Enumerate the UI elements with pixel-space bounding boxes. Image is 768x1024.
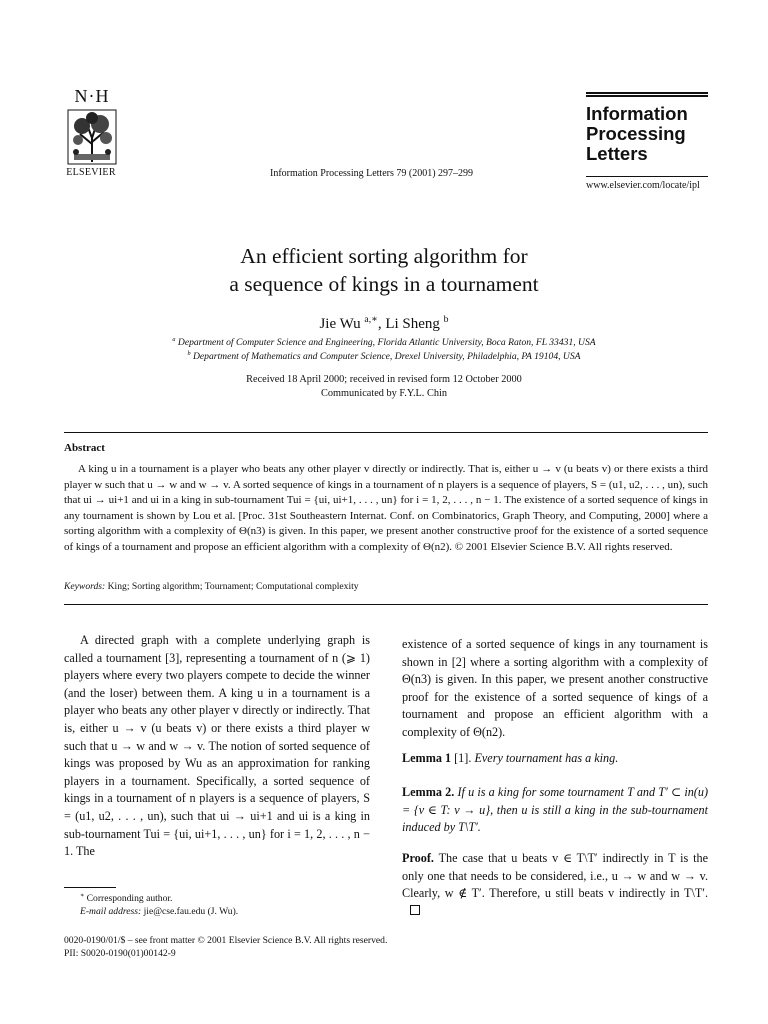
author-affiliation-mark: b xyxy=(443,314,449,325)
footnote-mark: ∗ xyxy=(80,892,85,899)
affiliation-b xyxy=(0,350,768,362)
paper-title xyxy=(0,242,768,298)
publisher-name: ELSEVIER xyxy=(66,167,116,178)
pii-line: PII: S0020-0190(01)00142-9 xyxy=(64,948,176,959)
journal-title xyxy=(586,104,688,164)
keywords-label: Keywords: xyxy=(64,581,106,592)
keywords-list: King; Sorting algorithm; Tournament; Computational complexity xyxy=(107,581,359,592)
proof xyxy=(402,850,708,920)
lemma-1 xyxy=(402,750,708,768)
affiliation-a xyxy=(0,336,768,348)
copyright-line: 0020-0190/01/$ – see front matter © 2001 Elsevier Science B.V. All rights reserved. xyxy=(64,935,388,946)
affiliation-text: Department of Mathematics and Computer Science, Drexel University, Philadelphia, PA 19104, USA xyxy=(193,351,581,363)
abstract-heading: Abstract xyxy=(64,442,105,454)
author-name: Li Sheng xyxy=(385,316,440,332)
lemma-2 xyxy=(402,784,708,837)
affiliation-mark: a xyxy=(172,336,176,343)
journal-title-bars xyxy=(586,92,708,98)
communicated-by: Communicated by F.Y.L. Chin xyxy=(321,388,447,399)
lemma-1-text: Every tournament has a king. xyxy=(474,751,619,765)
footnote-text: Corresponding author. xyxy=(86,893,173,905)
affiliation-mark: b xyxy=(187,350,191,357)
url-divider xyxy=(586,176,708,177)
abstract-top-rule xyxy=(64,432,708,433)
footnote-rule xyxy=(64,887,116,888)
title-line: An efficient sorting algorithm for xyxy=(240,244,528,268)
author-separator: , xyxy=(377,316,386,332)
journal-title-line: Processing xyxy=(586,123,686,144)
intro-paragraph-right: existence of a sorted sequence of kings in any tournament is shown in [2] where a sorting algorithm with a complexity of Θ(n3) is given. In this paper, we present another constructive proof for the existence of a sorted sequence of kings of a tournament and propose an efficient algorithm with a complexity of Θ(n2). xyxy=(402,637,708,739)
proof-label: Proof. xyxy=(402,851,434,865)
author-name: Jie Wu xyxy=(319,316,361,332)
abstract-text: A king u in a tournament is a player who beats any other player v directly or indirectly. That is, either u → v (u beats v) or there exists a third player w such that u → w and w → v. A sorted sequence of kings in a tournament of n players is a sequence of players, S = (u1, u2, . . . , un), such that ui → ui+1 and ui in a king in sub-tournament Tui = {ui, ui+1, . . . , un} for i = 1, 2, . . . , n − 1. The existence of a sorted sequence of kings in any tournament is shown by Lou et al. [Proc. 31st Southeastern Internat. Conf. on Combinatorics, Graph Theory, and Computing, 2000] where a sorting algorithm with a complexity of Θ(n3) is given. In this paper, we present another constructive proof for the existence of a sorted sequence of kings of a tournament and propose an efficient algorithm with a complexity of Θ(n2). © 2001 Elsevier Science B.V. All rights reserved. xyxy=(64,463,708,553)
abstract-bottom-rule xyxy=(64,604,708,605)
received-dates: Received 18 April 2000; received in revised form 12 October 2000 xyxy=(246,374,522,385)
journal-title-line: Letters xyxy=(586,143,648,164)
journal-reference: Information Processing Letters 79 (2001) 297–299 xyxy=(270,168,474,179)
lemma-2-text: If u is a king for some tournament T and T′ ⊂ in(u) = {v ∈ T: v → u}, then u is still a king in the sub-tournament induced by T\T′. xyxy=(402,785,709,835)
lemma-1-ref: [1]. xyxy=(454,751,472,765)
author-list xyxy=(0,314,768,333)
keywords xyxy=(64,581,359,592)
email-label: E-mail address: xyxy=(80,906,142,917)
intro-paragraph-left: A directed graph with a complete underlying graph is called a tournament [3], representing a tournament of n (⩾ 1) players where every two players compete to decide the winner (and the loser) between them. A king u in a tournament is a player who beats any other player v directly or indirectly. That is, either u → v (u beats v) or there exists a third player w such that u → w and w → v. The notion of sorted sequence of kings was proposed by Wu as an approximation for ranking players in a tournament. Specifically, a sorted sequence of kings in a tournament of n players is a sequence of players, S = (u1, u2, . . . , un), such that ui → ui+1 and ui is a king in sub-tournament Tui = {ui, ui+1, . . . , un} for i = 1, 2, . . . , n − 1. The xyxy=(64,633,370,859)
email-address: jie@cse.fau.edu (J. Wu). xyxy=(143,906,239,917)
affiliation-text: Department of Computer Science and Engineering, Florida Atlantic University, Boca Raton, FL 33431, USA xyxy=(177,337,596,349)
footnote-corresponding xyxy=(80,892,172,904)
title-line: a sequence of kings in a tournament xyxy=(229,272,539,296)
author-affiliation-mark: a,∗ xyxy=(364,314,378,325)
elsevier-tree-logo-icon xyxy=(66,108,118,166)
proof-text: The case that u beats v ∈ T\T′ indirectly in T is the only one that needs to be considered, i.e., u → w and w → v. Clearly, w ∉ T′. Therefore, u still beats v indirectly in T\T′. xyxy=(402,851,709,901)
journal-url: www.elsevier.com/locate/ipl xyxy=(586,180,700,191)
lemma-1-label: Lemma 1 xyxy=(402,751,452,765)
qed-icon xyxy=(410,905,420,915)
journal-title-line: Information xyxy=(586,103,688,124)
lemma-2-label: Lemma 2. xyxy=(402,785,455,799)
footnote-email xyxy=(80,906,238,917)
publisher-mark: N·H xyxy=(74,86,110,106)
